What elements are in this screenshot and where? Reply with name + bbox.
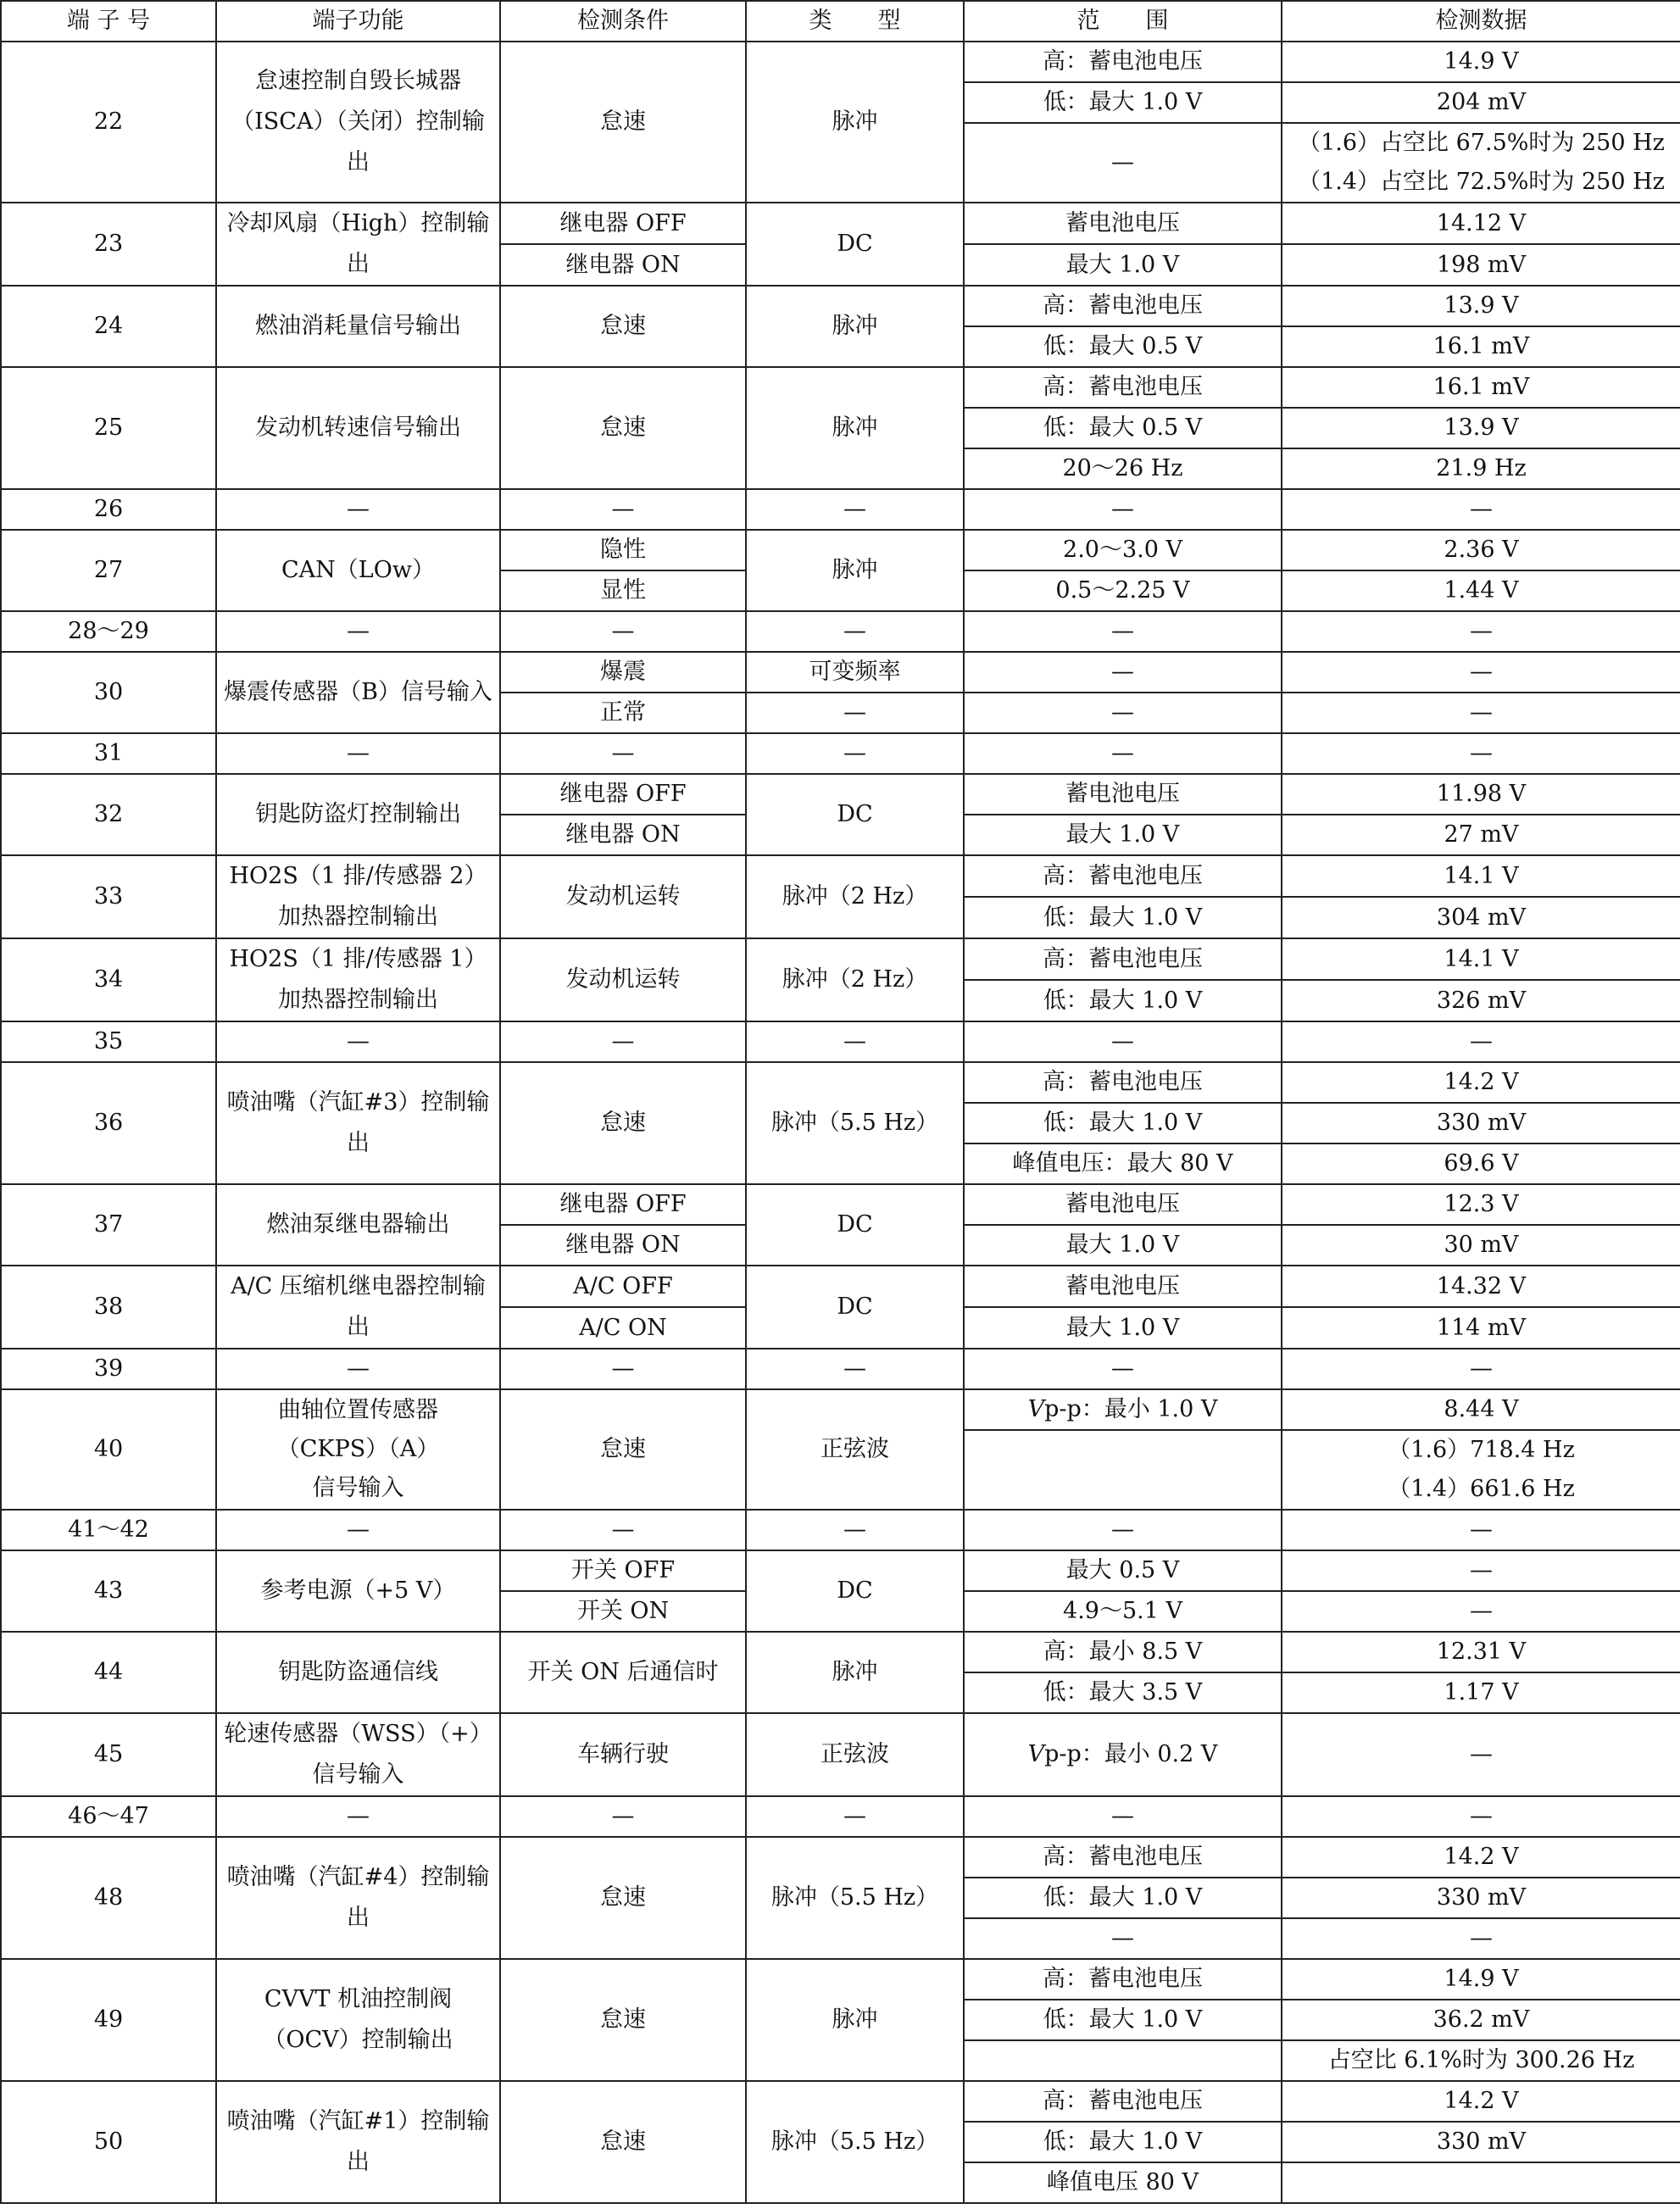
data-cell: 330 mV <box>1282 2122 1680 2162</box>
table-row <box>1 1062 1680 1103</box>
table-row <box>1 611 1680 652</box>
test-condition: 怠速 <box>500 1837 746 1959</box>
function-line: （CKPS）（A） <box>276 1436 440 1462</box>
signal-type: 正弦波 <box>746 1389 964 1510</box>
data-cell: — <box>1282 1713 1680 1796</box>
range-cell: — <box>964 123 1282 203</box>
data-cell: 204 mV <box>1282 82 1680 123</box>
range-cell-empty <box>964 1430 1282 1510</box>
function-line: 曲轴位置传感器 <box>278 1397 438 1423</box>
signal-type: — <box>746 611 964 652</box>
terminal-no: 24 <box>1 286 216 367</box>
terminal-function: — <box>216 733 500 774</box>
data-cell: — <box>1282 693 1680 733</box>
range-cell: 20～26 Hz <box>964 448 1282 489</box>
range-cell: 低：最大 1.0 V <box>964 2122 1282 2162</box>
table-row <box>1 938 1680 980</box>
range-cell: — <box>964 1021 1282 1062</box>
signal-type: — <box>746 489 964 530</box>
range-text: p-p：最小 0.2 V <box>1044 1741 1218 1767</box>
data-cell: 14.2 V <box>1282 1062 1680 1103</box>
test-condition: 开关 OFF <box>500 1550 746 1591</box>
header-terminal-function: 端子功能 <box>216 1 500 42</box>
terminal-no: 35 <box>1 1021 216 1062</box>
test-condition: A/C OFF <box>500 1266 746 1307</box>
signal-type: 脉冲（5.5 Hz） <box>746 1062 964 1184</box>
signal-type: 脉冲 <box>746 42 964 203</box>
terminal-function: — <box>216 1349 500 1389</box>
table-row <box>1 286 1680 326</box>
terminal-no: 40 <box>1 1389 216 1510</box>
range-cell: 蓄电池电压 <box>964 1184 1282 1225</box>
data-cell: 27 mV <box>1282 815 1680 855</box>
signal-type: 脉冲（5.5 Hz） <box>746 1837 964 1959</box>
table-row <box>1 855 1680 897</box>
test-condition: 怠速 <box>500 1062 746 1184</box>
data-cell: 14.12 V <box>1282 203 1680 244</box>
terminal-no: 46～47 <box>1 1796 216 1837</box>
header-test-condition: 检测条件 <box>500 1 746 42</box>
test-condition: 怠速 <box>500 1389 746 1510</box>
range-symbol: V <box>1027 1741 1045 1767</box>
range-cell: 高：蓄电池电压 <box>964 42 1282 82</box>
table-row <box>1 1959 1680 2000</box>
range-cell: 高：蓄电池电压 <box>964 938 1282 980</box>
data-cell: 13.9 V <box>1282 286 1680 326</box>
data-cell: （1.6）占空比 67.5%时为 250 Hz <box>1282 123 1680 163</box>
data-cell: — <box>1282 611 1680 652</box>
data-cell: 8.44 V <box>1282 1389 1680 1430</box>
test-condition: 正常 <box>500 693 746 733</box>
table-row <box>1 1021 1680 1062</box>
range-cell: 最大 1.0 V <box>964 815 1282 855</box>
data-cell: 11.98 V <box>1282 774 1680 815</box>
data-cell: 326 mV <box>1282 980 1680 1021</box>
table-row <box>1 367 1680 408</box>
range-cell: 高：蓄电池电压 <box>964 1837 1282 1878</box>
data-cell: 14.32 V <box>1282 1266 1680 1307</box>
test-condition: — <box>500 611 746 652</box>
data-cell: 114 mV <box>1282 1307 1680 1349</box>
terminal-no: 30 <box>1 652 216 733</box>
terminal-function: CAN（LOw） <box>216 530 500 611</box>
terminal-no: 41～42 <box>1 1510 216 1550</box>
range-cell: — <box>964 611 1282 652</box>
range-cell: — <box>964 652 1282 693</box>
signal-type: — <box>746 1796 964 1837</box>
range-cell: 最大 1.0 V <box>964 1225 1282 1266</box>
range-cell: 低：最大 1.0 V <box>964 82 1282 123</box>
terminal-function: A/C 压缩机继电器控制输出 <box>216 1266 500 1349</box>
data-cell: 14.9 V <box>1282 1959 1680 2000</box>
range-cell: 0.5～2.25 V <box>964 570 1282 611</box>
table-row <box>1 1266 1680 1307</box>
signal-type: DC <box>746 1184 964 1266</box>
signal-type: 脉冲 <box>746 1632 964 1713</box>
terminal-no: 26 <box>1 489 216 530</box>
range-cell: 蓄电池电压 <box>964 203 1282 244</box>
test-condition: 开关 ON <box>500 1591 746 1632</box>
range-cell: 高：蓄电池电压 <box>964 2081 1282 2122</box>
range-cell: 低：最大 1.0 V <box>964 897 1282 938</box>
signal-type: — <box>746 1021 964 1062</box>
data-cell: 1.17 V <box>1282 1672 1680 1713</box>
terminal-no: 38 <box>1 1266 216 1349</box>
range-cell: 4.9～5.1 V <box>964 1591 1282 1632</box>
signal-type: 脉冲 <box>746 367 964 489</box>
range-cell: 高：蓄电池电压 <box>964 1959 1282 2000</box>
signal-type: — <box>746 693 964 733</box>
range-cell: — <box>964 693 1282 733</box>
table-row <box>1 1550 1680 1591</box>
table-row <box>1 2081 1680 2122</box>
table-row <box>1 489 1680 530</box>
range-cell <box>964 1713 1282 1796</box>
signal-type: DC <box>746 1550 964 1632</box>
data-cell: — <box>1282 1021 1680 1062</box>
table-row <box>1 42 1680 82</box>
terminal-no: 31 <box>1 733 216 774</box>
range-cell: — <box>964 1510 1282 1550</box>
terminal-function: — <box>216 611 500 652</box>
range-cell: — <box>964 489 1282 530</box>
test-condition: — <box>500 1796 746 1837</box>
terminal-no: 39 <box>1 1349 216 1389</box>
signal-type: 脉冲 <box>746 286 964 367</box>
table-row <box>1 1184 1680 1225</box>
terminal-function: 冷却风扇（High）控制输出 <box>216 203 500 286</box>
data-cell: 13.9 V <box>1282 408 1680 448</box>
signal-type: 正弦波 <box>746 1713 964 1796</box>
range-cell: 最大 0.5 V <box>964 1550 1282 1591</box>
data-cell: （1.4）占空比 72.5%时为 250 Hz <box>1282 163 1680 203</box>
terminal-function: 爆震传感器（B）信号输入 <box>216 652 500 733</box>
terminal-function: — <box>216 1021 500 1062</box>
terminal-no: 37 <box>1 1184 216 1266</box>
terminal-no: 22 <box>1 42 216 203</box>
terminal-no: 45 <box>1 1713 216 1796</box>
header-terminal-no: 端 子 号 <box>1 1 216 42</box>
data-cell: （1.4）661.6 Hz <box>1282 1470 1680 1510</box>
terminal-function: — <box>216 1510 500 1550</box>
data-cell: 14.2 V <box>1282 2081 1680 2122</box>
test-condition: 继电器 ON <box>500 815 746 855</box>
terminal-function <box>216 1389 500 1510</box>
signal-type: 脉冲 <box>746 1959 964 2081</box>
terminal-function: — <box>216 489 500 530</box>
test-condition: 继电器 ON <box>500 1225 746 1266</box>
test-condition: — <box>500 489 746 530</box>
signal-type: DC <box>746 774 964 855</box>
header-range: 范 围 <box>964 1 1282 42</box>
table-row <box>1 1389 1680 1430</box>
table-row <box>1 733 1680 774</box>
terminal-no: 43 <box>1 1550 216 1632</box>
terminal-no: 33 <box>1 855 216 938</box>
range-cell: 最大 1.0 V <box>964 1307 1282 1349</box>
signal-type: — <box>746 1349 964 1389</box>
data-cell: — <box>1282 1796 1680 1837</box>
test-condition: — <box>500 1510 746 1550</box>
table-row <box>1 1632 1680 1672</box>
test-condition: 发动机运转 <box>500 938 746 1021</box>
range-cell: 高：蓄电池电压 <box>964 286 1282 326</box>
signal-type: DC <box>746 1266 964 1349</box>
terminal-no: 28～29 <box>1 611 216 652</box>
terminal-function: CVVT 机油控制阀（OCV）控制输出 <box>216 1959 500 2081</box>
data-cell: 304 mV <box>1282 897 1680 938</box>
data-cell: 198 mV <box>1282 244 1680 286</box>
terminal-function: 钥匙防盗通信线 <box>216 1632 500 1713</box>
data-cell: 36.2 mV <box>1282 2000 1680 2040</box>
data-cell: 12.31 V <box>1282 1632 1680 1672</box>
data-cell: — <box>1282 733 1680 774</box>
test-condition: 怠速 <box>500 367 746 489</box>
signal-type: 脉冲（2 Hz） <box>746 938 964 1021</box>
test-condition: 开关 ON 后通信时 <box>500 1632 746 1713</box>
terminal-function: 怠速控制自毁长城器（ISCA）（关闭）控制输出 <box>216 42 500 203</box>
data-cell: — <box>1282 652 1680 693</box>
data-cell: — <box>1282 1591 1680 1632</box>
data-cell: 330 mV <box>1282 1878 1680 1918</box>
terminal-no: 49 <box>1 1959 216 2081</box>
terminal-function: HO2S（1 排/传感器 1）加热器控制输出 <box>216 938 500 1021</box>
terminal-no: 34 <box>1 938 216 1021</box>
data-cell-empty <box>1282 2162 1680 2203</box>
range-cell: 低：最大 1.0 V <box>964 1103 1282 1143</box>
table-row <box>1 1837 1680 1878</box>
table-row <box>1 652 1680 693</box>
signal-type: — <box>746 1510 964 1550</box>
data-cell: — <box>1282 489 1680 530</box>
data-cell: — <box>1282 1550 1680 1591</box>
function-line: 信号输入 <box>312 1475 404 1501</box>
terminal-no: 48 <box>1 1837 216 1959</box>
data-cell: 30 mV <box>1282 1225 1680 1266</box>
header-test-data: 检测数据 <box>1282 1 1680 42</box>
range-cell: — <box>964 733 1282 774</box>
range-cell: 高：蓄电池电压 <box>964 1062 1282 1103</box>
signal-type: 可变频率 <box>746 652 964 693</box>
test-condition: 怠速 <box>500 42 746 203</box>
range-cell: 峰值电压 80 V <box>964 2162 1282 2203</box>
test-condition: — <box>500 733 746 774</box>
range-cell-empty <box>964 2040 1282 2081</box>
data-cell: 2.36 V <box>1282 530 1680 570</box>
test-condition: 继电器 OFF <box>500 203 746 244</box>
data-cell: （1.6）718.4 Hz <box>1282 1430 1680 1470</box>
range-cell: 低：最大 0.5 V <box>964 326 1282 367</box>
range-cell: 低：最大 1.0 V <box>964 2000 1282 2040</box>
range-cell <box>964 1389 1282 1430</box>
range-cell: 蓄电池电压 <box>964 1266 1282 1307</box>
range-cell: 低：最大 0.5 V <box>964 408 1282 448</box>
terminal-function: 喷油嘴（汽缸#1）控制输出 <box>216 2081 500 2203</box>
header-type: 类 型 <box>746 1 964 42</box>
terminal-function: — <box>216 1796 500 1837</box>
range-cell: — <box>964 1349 1282 1389</box>
test-condition: — <box>500 1349 746 1389</box>
data-cell: — <box>1282 1349 1680 1389</box>
terminal-function: 钥匙防盗灯控制输出 <box>216 774 500 855</box>
terminal-function: 轮速传感器（WSS）（+）信号输入 <box>216 1713 500 1796</box>
table-row <box>1 1510 1680 1550</box>
signal-type: — <box>746 733 964 774</box>
range-cell: 高：蓄电池电压 <box>964 367 1282 408</box>
terminal-function: 喷油嘴（汽缸#4）控制输出 <box>216 1837 500 1959</box>
data-cell: — <box>1282 1918 1680 1959</box>
terminal-function: 喷油嘴（汽缸#3）控制输出 <box>216 1062 500 1184</box>
test-condition: 继电器 OFF <box>500 1184 746 1225</box>
range-cell: — <box>964 1796 1282 1837</box>
test-condition: 怠速 <box>500 1959 746 2081</box>
data-cell: 14.9 V <box>1282 42 1680 82</box>
range-cell: 峰值电压：最大 80 V <box>964 1143 1282 1184</box>
data-cell: 16.1 mV <box>1282 367 1680 408</box>
header-row <box>1 1 1680 42</box>
data-cell: 14.1 V <box>1282 855 1680 897</box>
signal-type: 脉冲（5.5 Hz） <box>746 2081 964 2203</box>
range-cell: 蓄电池电压 <box>964 774 1282 815</box>
terminal-function: 燃油泵继电器输出 <box>216 1184 500 1266</box>
data-cell: 21.9 Hz <box>1282 448 1680 489</box>
test-condition: 隐性 <box>500 530 746 570</box>
test-condition: 继电器 OFF <box>500 774 746 815</box>
data-cell: 14.1 V <box>1282 938 1680 980</box>
data-cell: 69.6 V <box>1282 1143 1680 1184</box>
signal-type: 脉冲 <box>746 530 964 611</box>
test-condition: 怠速 <box>500 2081 746 2203</box>
data-cell: 1.44 V <box>1282 570 1680 611</box>
test-condition: 继电器 ON <box>500 244 746 286</box>
range-cell: 低：最大 1.0 V <box>964 1878 1282 1918</box>
range-symbol: V <box>1027 1396 1045 1422</box>
data-cell: — <box>1282 1510 1680 1550</box>
data-cell: 12.3 V <box>1282 1184 1680 1225</box>
terminal-no: 27 <box>1 530 216 611</box>
table-row <box>1 203 1680 244</box>
terminal-function: 参考电源（+5 V） <box>216 1550 500 1632</box>
range-cell: 低：最大 1.0 V <box>964 980 1282 1021</box>
terminal-function: 发动机转速信号输出 <box>216 367 500 489</box>
signal-type: DC <box>746 203 964 286</box>
terminal-function: 燃油消耗量信号输出 <box>216 286 500 367</box>
range-cell: 高：蓄电池电压 <box>964 855 1282 897</box>
data-cell: 16.1 mV <box>1282 326 1680 367</box>
test-condition: 车辆行驶 <box>500 1713 746 1796</box>
range-cell: — <box>964 1918 1282 1959</box>
terminal-no: 23 <box>1 203 216 286</box>
test-condition: — <box>500 1021 746 1062</box>
range-cell: 低：最大 3.5 V <box>964 1672 1282 1713</box>
test-condition: 发动机运转 <box>500 855 746 938</box>
range-cell: 2.0～3.0 V <box>964 530 1282 570</box>
data-cell: 330 mV <box>1282 1103 1680 1143</box>
table-row <box>1 1796 1680 1837</box>
table-row <box>1 530 1680 570</box>
terminal-no: 50 <box>1 2081 216 2203</box>
table-row <box>1 774 1680 815</box>
range-cell: 最大 1.0 V <box>964 244 1282 286</box>
data-cell: 占空比 6.1%时为 300.26 Hz <box>1282 2040 1680 2081</box>
signal-type: 脉冲（2 Hz） <box>746 855 964 938</box>
test-condition: 爆震 <box>500 652 746 693</box>
test-condition: A/C ON <box>500 1307 746 1349</box>
terminal-no: 25 <box>1 367 216 489</box>
terminal-no: 36 <box>1 1062 216 1184</box>
range-cell: 高：最小 8.5 V <box>964 1632 1282 1672</box>
range-text: p-p：最小 1.0 V <box>1044 1396 1218 1422</box>
test-condition: 怠速 <box>500 286 746 367</box>
data-cell: 14.2 V <box>1282 1837 1680 1878</box>
terminal-function: HO2S（1 排/传感器 2）加热器控制输出 <box>216 855 500 938</box>
test-condition: 显性 <box>500 570 746 611</box>
table-row <box>1 1349 1680 1389</box>
terminal-no: 32 <box>1 774 216 855</box>
terminal-no: 44 <box>1 1632 216 1713</box>
